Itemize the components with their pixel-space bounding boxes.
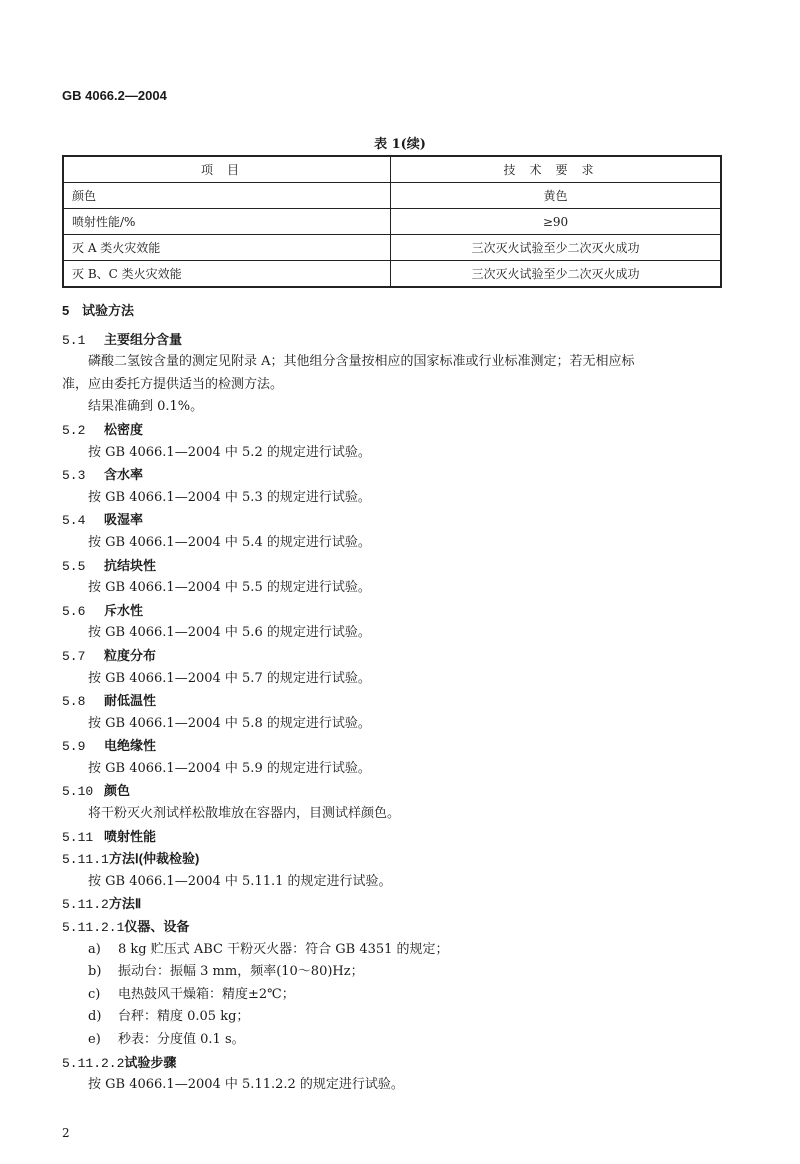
cell: 灭 A 类火灾效能 bbox=[63, 235, 391, 261]
page-number: 2 bbox=[62, 1126, 70, 1140]
section-heading: 5.11.2方法Ⅱ bbox=[62, 896, 142, 913]
paragraph: 按 GB 4066.1—2004 中 5.11.1 的规定进行试验。 bbox=[88, 873, 392, 889]
section-heading: 5.10 颜色 bbox=[62, 783, 131, 800]
paragraph: 按 GB 4066.1—2004 中 5.9 的规定进行试验。 bbox=[88, 760, 371, 776]
section-heading: 5.11.2.1仪器、设备 bbox=[62, 919, 190, 936]
paragraph: 结果准确到 0.1%。 bbox=[88, 399, 204, 415]
paragraph: 按 GB 4066.1—2004 中 5.11.2.2 的规定进行试验。 bbox=[88, 1077, 404, 1093]
section-heading: 5.5 抗结块性 bbox=[62, 557, 157, 574]
paragraph: 准，应由委托方提供适当的检测方法。 bbox=[62, 376, 284, 392]
paragraph: 磷酸二氢铵含量的测定见附录 A；其他组分含量按相应的国家标准或行业标准测定；若无相应标 bbox=[88, 354, 635, 370]
paragraph: 按 GB 4066.1—2004 中 5.6 的规定进行试验。 bbox=[88, 625, 371, 641]
section-heading: 5.7 粒度分布 bbox=[62, 647, 157, 664]
list-item: e) 秒表：分度值 0.1 s。 bbox=[88, 1032, 245, 1047]
cell: 三次灭火试验至少二次灭火成功 bbox=[391, 235, 722, 261]
section-heading: 5.8 耐低温性 bbox=[62, 693, 157, 710]
section-heading: 5.6 斥水性 bbox=[62, 602, 144, 619]
cell: 三次灭火试验至少二次灭火成功 bbox=[391, 261, 722, 288]
paragraph: 按 GB 4066.1—2004 中 5.5 的规定进行试验。 bbox=[88, 580, 371, 596]
section-heading: 5.3 含水率 bbox=[62, 467, 144, 484]
table-header-row bbox=[63, 156, 721, 183]
section-heading: 5.9 电绝缘性 bbox=[62, 738, 157, 755]
table-row bbox=[63, 183, 721, 209]
cell: ≥90 bbox=[391, 209, 722, 235]
table-row bbox=[63, 235, 721, 261]
table-row bbox=[63, 261, 721, 288]
paragraph: 按 GB 4066.1—2004 中 5.7 的规定进行试验。 bbox=[88, 670, 371, 686]
section-heading: 5.1 主要组分含量 bbox=[62, 331, 183, 348]
table-caption: 表 1(续) bbox=[374, 137, 426, 152]
cell: 喷射性能/% bbox=[63, 209, 391, 235]
paragraph: 按 GB 4066.1—2004 中 5.3 的规定进行试验。 bbox=[88, 489, 371, 505]
spec-table bbox=[62, 155, 722, 288]
cell: 黄色 bbox=[391, 183, 722, 209]
list-item: a) 8 kg 贮压式 ABC 干粉灭火器：符合 GB 4351 的规定； bbox=[88, 941, 449, 957]
document-body bbox=[62, 300, 732, 1097]
table-row bbox=[63, 209, 721, 235]
section-heading: 5.2 松密度 bbox=[62, 421, 144, 438]
list-item: b) 振动台：振幅 3 mm，频率(10～80)Hz； bbox=[88, 964, 364, 980]
paragraph: 将干粉灭火剂试样松散堆放在容器内，目测试样颜色。 bbox=[88, 806, 401, 822]
document-header: GB 4066.2—2004 bbox=[62, 88, 167, 103]
cell: 颜色 bbox=[63, 183, 391, 209]
paragraph: 按 GB 4066.1—2004 中 5.8 的规定进行试验。 bbox=[88, 715, 371, 731]
section-heading: 5.11.2.2试验步骤 bbox=[62, 1054, 177, 1071]
list-item: d) 台秤：精度 0.05 kg； bbox=[88, 1009, 250, 1025]
column-header: 项目 bbox=[63, 156, 391, 183]
section-heading: 5.11 喷射性能 bbox=[62, 828, 157, 845]
paragraph: 按 GB 4066.1—2004 中 5.2 的规定进行试验。 bbox=[88, 444, 371, 460]
section-heading: 5 试验方法 bbox=[62, 303, 135, 318]
section-heading: 5.4 吸湿率 bbox=[62, 512, 144, 529]
section-heading: 5.11.1方法Ⅰ(仲裁检验) bbox=[62, 851, 200, 868]
cell: 灭 B、C 类火灾效能 bbox=[63, 261, 391, 288]
list-item: c) 电热鼓风干燥箱：精度±2℃； bbox=[88, 986, 295, 1002]
column-header: 技术要求 bbox=[391, 156, 722, 183]
paragraph: 按 GB 4066.1—2004 中 5.4 的规定进行试验。 bbox=[88, 534, 371, 550]
